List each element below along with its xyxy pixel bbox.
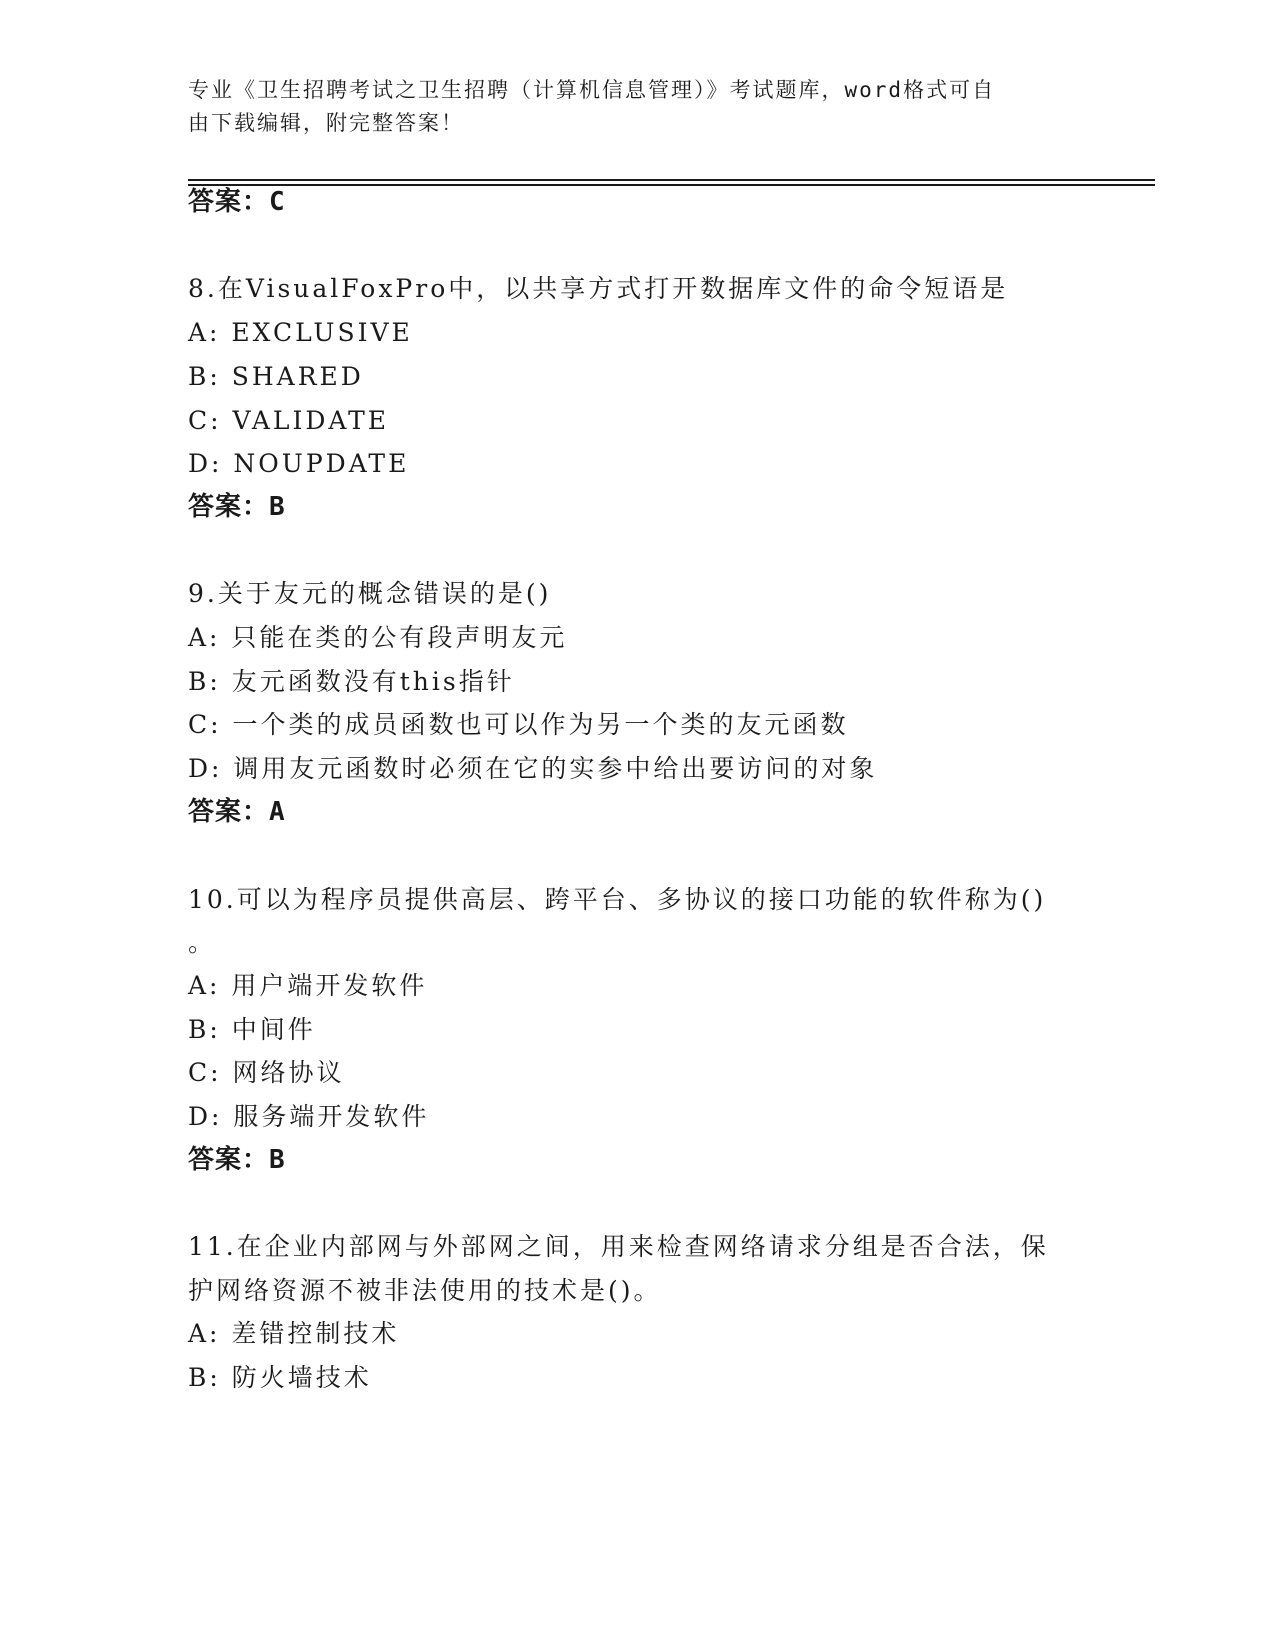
question-9-option-b: B: 友元函数没有this指针	[188, 667, 515, 696]
question-11-option-b: B: 防火墙技术	[188, 1363, 372, 1392]
question-9-option-a: A: 只能在类的公有段声明友元	[188, 623, 568, 652]
question-10-stem-line-2: 。	[188, 928, 217, 957]
answer-q10: 答案：B	[188, 1145, 286, 1175]
question-10-stem-line-1: 10.可以为程序员提供高层、跨平台、多协议的接口功能的软件称为()	[188, 885, 1047, 914]
header-line-2: 由下载编辑，附完整答案！	[188, 111, 464, 135]
question-8-stem: 8.在VisualFoxPro中，以共享方式打开数据库文件的命令短语是	[188, 274, 1009, 303]
question-8-option-a: A: EXCLUSIVE	[188, 318, 413, 347]
question-8-option-b: B: SHARED	[188, 362, 364, 391]
header-divider-bottom	[188, 184, 1155, 186]
question-9-stem: 9.关于友元的概念错误的是()	[188, 579, 552, 608]
header-divider-top	[188, 179, 1155, 181]
question-11-stem-line-1: 11.在企业内部网与外部网之间，用来检查网络请求分组是否合法，保	[188, 1232, 1049, 1261]
question-10-option-b: B: 中间件	[188, 1015, 316, 1044]
question-10-option-a: A: 用户端开发软件	[188, 971, 428, 1000]
question-8-option-d: D: NOUPDATE	[188, 449, 410, 478]
question-9-option-d: D: 调用友元函数时必须在它的实参中给出要访问的对象	[188, 754, 878, 783]
document-header	[188, 74, 1068, 140]
question-9-option-c: C: 一个类的成员函数也可以作为另一个类的友元函数	[188, 710, 849, 739]
answer-q9: 答案：A	[188, 797, 286, 827]
question-11-option-a: A: 差错控制技术	[188, 1319, 400, 1348]
question-8-option-c: C: VALIDATE	[188, 406, 390, 435]
header-line-1: 专业《卫生招聘考试之卫生招聘（计算机信息管理）》考试题库，word格式可自	[188, 78, 996, 102]
answer-q7: 答案：C	[188, 187, 286, 217]
question-10-option-c: C: 网络协议	[188, 1058, 345, 1087]
question-10-option-d: D: 服务端开发软件	[188, 1102, 430, 1131]
question-11-stem-line-2: 护网络资源不被非法使用的技术是()。	[188, 1276, 662, 1305]
answer-q8: 答案：B	[188, 492, 286, 522]
